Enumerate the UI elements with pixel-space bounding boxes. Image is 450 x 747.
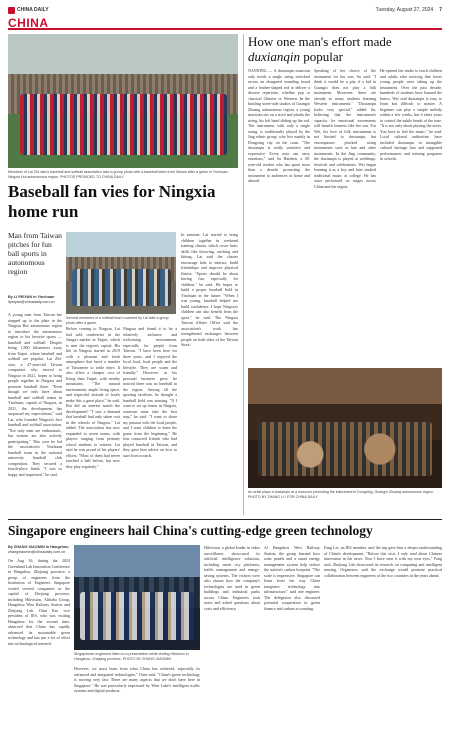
singapore-engineers-photo [74, 545, 200, 650]
section-bar [8, 16, 442, 30]
issue-date: Tuesday, August 27, 2024 [375, 7, 434, 13]
baseball-headline: Baseball fan vies for Ningxia home run [8, 182, 216, 221]
baseball-photo-caption: Members of Lai Zhi-xiao's baseball and softball association take a group photo with a baseball team from Taiwan after a game in Yinchuan, Ningxia Hui autonomous region. PHOTOS PROVIDED TO CHINA DAILY [8, 170, 229, 179]
singapore-column-1: On Aug 16, during the 2024 Greenland Lab Innovation Conference in Hangzhou, Zhejiang province, a group of engineers from the Institution of Engineers Singapore visited several companies in the capital of Zhejiang province, including Hikvision, Alibaba Group, Hangzhou West Railway Station and Zhejiang Lab. Chen Kai, vice president of IES, who was visiting Hangzhou for the second time, observed that China has rapidly advanced its sustainable green technology and has put a lot of effort into technological research. [8, 558, 70, 646]
softball-photo-caption: Several members of a softball team coached by Lai take a group photo after a game. [66, 316, 169, 325]
paper-name: CHINA DAILY [17, 7, 49, 13]
baseball-column-4: In summer, Lai started to bring children together in weekend training classes, which cover basic skills like throwing, catching and hitting. Lai said the classes encourage kids to interact, build friendships and improve physical fitness. "Sports should be about having fun, especially for children," he said. He hopes to build a proper baseball field in Yinchuan in the future. "When I was young, baseball helped me build confidence. I hope Ningxia's children can also benefit from the sport," he said. The Ningxia Taiwan Affairs Office said the association's work has strengthened exchanges between people on both sides of the Taiwan Strait. [181, 232, 238, 347]
duxianqin-column-1: NANNING — A duxianqin musician only needs a single string stretched across an elongated sounding board and a feather-shaped rod to deliver a diverse repertoire, whether pop or classical Chinese or Western. In the bustling street-side studios of Guangxi Zhuang autonomous region, a young musician sits on a stool and plucks the string, his left hand sliding up the rod. The instrument, with only a single string, is traditionally played by the Jing ethnic group, who live mainly in Dongxing city on the coast. "The duxianqin is really sensitive and expressive. Every note can carry emotions," said Su Haizhen, a 38-year-old teacher who has spent more than a decade promoting the instrument to audiences at home and abroad. [248, 68, 310, 183]
singapore-column-4: At Hangzhou West Railway Station, the group learned how solar panels and a smart energy management system help reduce the station's carbon footprint. "The scale is impressive. Singapore can learn from the way China integrates technology into infrastructure," said one engineer. The delegation also discussed potential cooperation in green finance and carbon accounting. [264, 545, 320, 611]
newspaper-logo [8, 7, 49, 14]
duxianqin-headline: How one man's effort made duxianqin popular [248, 34, 392, 64]
page-number: 7 [439, 7, 442, 13]
byline-email: zhangxiaomin@chinadaily.com.cn [8, 550, 66, 554]
duxianqin-headline-em: duxianqin [248, 49, 300, 64]
masthead [8, 4, 442, 16]
baseball-byline [8, 295, 62, 305]
column-divider [243, 34, 244, 515]
baseball-column-1: A young man from Taiwan has stepped up to the plate in the Ningxia Hui autonomous region to introduce the autonomous region to his favorite sports — baseball and softball. Despite being 1,800 kilometers away from Taipei, where baseball and softball are popular, Lai Zhi-xiao, a 47-year-old Taiwan compatriot who moved to Ningxia in 2021, hopes to bring people together in Ningxia and promote baseball there. "Even though we only have about baseball and softball teams in Yinchuan, capital of Ningxia, in 2021, the development has surpassed my expectations," said Lai, who founded Ningxia's first baseball and softball association. "Not only men are enthusiastic, but women are also actively participating." This year he led the association's Yinchuan baseball team in the national university baseball club competition. They secured a fourth-place finish. "I was so happy and impressed," he said. [8, 312, 62, 477]
duxianqin-photo-caption: An artist plays a duxianqin at a museum promoting the instrument in Dongxing, Guangxi Zhuang autonomous region. PHOTO BY ZHANG LI / FOR CHINA DAILY [248, 490, 434, 499]
duxianqin-column-2: Speaking of her choice of the instrument for her son, Su said: "I think it would be a pity if a kid in Guangxi does not play a folk instrument. Moreover, there are already so many students learning Western instruments." "Duxianqin looks very special," added Su, believing that the instrument's capacity for emotional movements will benefit learners like her son. For Wei, his love of folk instruments is not limited to duxianqin, but encompasses plucked string instruments such as lute and other instruments. In the Jing community, the duxianqin is played at weddings, festivals and celebrations. Wei began learning it as a boy and later studied traditional music at college. He has since performed on stages across China and the region. [314, 68, 376, 189]
baseball-group-photo [8, 34, 238, 168]
byline-author: By ZHANG XIAOMIN in Hangzhou [8, 545, 69, 549]
singapore-column-5: Fang Lei, an IES member, said the trip gave him a deeper understanding of China's development. "Before this visit, I only read about Chinese innovation in the news. Now I have seen it with my own eyes," Fang said. Zhejiang Lab showcased its research on computing and intelligent sensing. Organizers said the exchange would promote practical collaboration between engineers of the two countries in the years ahead. [324, 545, 442, 578]
singapore-photo-caption: Singaporean engineers listen to a presentation while visiting Hikvision in Hangzhou, Zhejiang province. PHOTO BY ZHANG XIAOMIN [74, 652, 189, 661]
baseball-column-3: Ningxia and found it to be a relatively inclusive and welcoming environment, especially for people from Taiwan. "I have been here for three years, and I enjoyed the local food, local people and the lifestyle. They are warm and friendly." However, as his personal business grew, he noticed there was no baseball in the region. Among all the sporting facilities, he thought a baseball field was missing. "If I want to set up teams in Ningxia, someone must take the first step," he said. "I want to share my passion with the local people, and I want children to learn the game from the beginning." He first contacted friends who had played baseball in Taiwan, and they gave him advice on how to start from scratch. [123, 326, 177, 458]
baseball-subhead: Man from Taiwan pitches for fun ball sports in autonomous region [8, 231, 62, 276]
singapore-headline: Singapore engineers hail China's cutting-edge green technology [8, 523, 373, 538]
softball-team-photo [66, 232, 176, 314]
story-divider [8, 519, 442, 520]
singapore-column-2: However, we must learn from what China has achieved, especially its advanced and integrated technologies," Chen said. "China's green technology is moving very fast. There are many aspects that we don't have here in Singapore." He was particularly impressed by West Lake's intelligent traffic systems and digital products. [74, 666, 200, 693]
byline-author: By LI PEIYAN in Yinchuan [8, 295, 55, 299]
section-title: CHINA [8, 16, 49, 30]
byline-email: lipeiyan@chinadaily.com.cn [8, 300, 55, 304]
duxianqin-photo [248, 368, 442, 488]
singapore-column-3: Hikvision, a global leader in video surveillance, showcased its artificial intelligence solutions, including smart city platforms, traffic management and energy-saving systems. The visitors were also shown how the company's technologies are used in green buildings and industrial parks across China. Engineers took notes and asked questions about costs and efficiency. [204, 545, 260, 611]
duxianqin-column-3: He opened the studio to teach children and adults after noticing that fewer young people were taking up the instrument. Over the past decade, hundreds of students have learned the basics. Wei said duxianqin is easy to learn but difficult to master. A beginner can play a simple melody within a few weeks, but it takes years to control the subtle bends of the tone. "It is not only about playing the notes. You have to feel the music," he said. Local cultural authorities have included duxianqin in intangible cultural heritage lists and supported performances and training programs in schools. [380, 68, 442, 161]
logo-icon [8, 7, 15, 14]
baseball-column-2: Before coming to Ningxia, Lai had sold cranberries in the Jiangxi market in Taipei, which is near the region's capital. His life in Ningxia started in 2019 with a pleasant and fresh atmosphere that lured a number of Taiwanese to settle there. It also offers a cheaper cost of living than Taipei, with nearby mountains. "The natural environment, ample living space, and respectful attitude of locals make this a great place," he said. But did an interest match the development? "I saw a demand that baseball had only taken root in the schools of Ningxia," Lai added. The association has now expanded to seven teams, with players ranging from primary school students to retirees. Lai said he was proud of his players' efforts. "Most of them had never touched a ball before, but now they play regularly." [66, 326, 120, 469]
singapore-byline [8, 545, 70, 555]
